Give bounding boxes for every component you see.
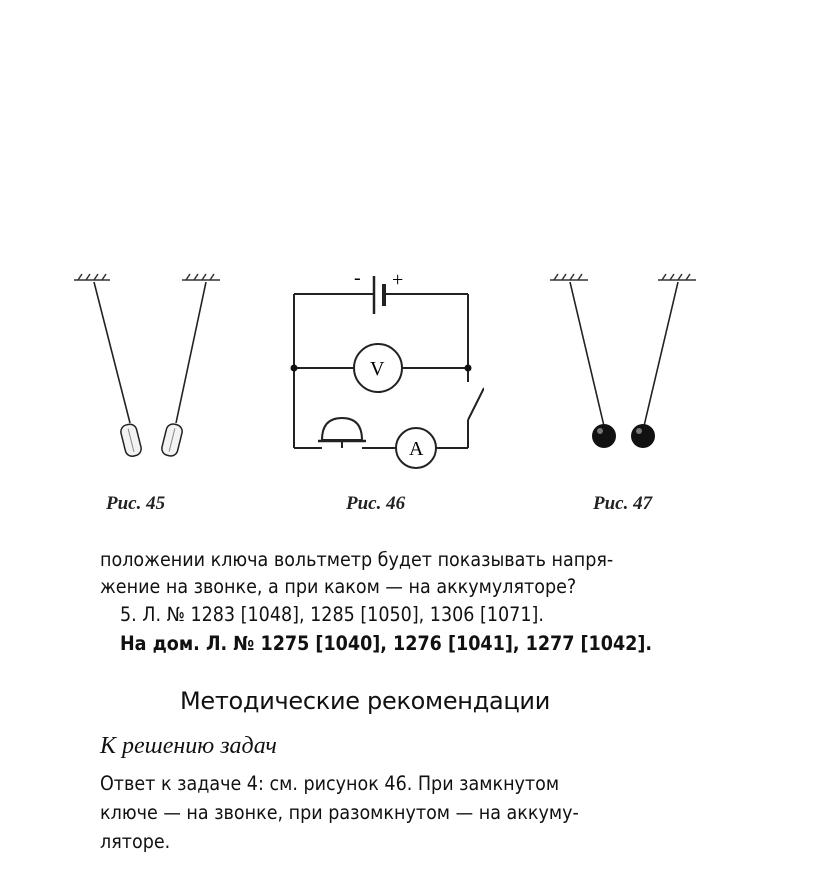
text-line-2: жение на звонке, а при каком — на аккумуляторе? xyxy=(100,575,577,598)
sleeve-left xyxy=(119,423,142,458)
figure-47-caption: Рис. 47 xyxy=(593,493,653,514)
text-line-3: 5. Л. № 1283 [1048], 1285 [1050], 1306 [1071]. xyxy=(120,603,544,626)
ceiling-left xyxy=(74,274,110,280)
sleeve-right xyxy=(160,423,183,458)
answer-line-3: ляторе. xyxy=(100,830,171,853)
answer-line-1: Ответ к задаче 4: см. рисунок 46. При замкнутом xyxy=(100,772,560,795)
battery-minus-sign: - xyxy=(354,267,361,289)
thread-right xyxy=(644,282,678,426)
ceiling-right xyxy=(658,274,696,280)
thread-right xyxy=(176,282,206,423)
thread-left xyxy=(94,282,130,423)
figure-46 xyxy=(284,258,484,473)
battery-plus-sign: + xyxy=(392,269,404,291)
homework-line: На дом. Л. № 1275 [1040], 1276 [1041], 1277 [1042]. xyxy=(120,632,653,655)
ball-left xyxy=(592,424,616,448)
ammeter-label: A xyxy=(409,438,424,460)
junction-right xyxy=(465,365,472,372)
figure-47 xyxy=(540,260,710,470)
ball-right xyxy=(631,424,655,448)
answer-line-2: ключе — на звонке, при разомкнутом — на аккуму- xyxy=(100,801,579,824)
ceiling-left xyxy=(550,274,588,280)
text-line-1: положении ключа вольтметр будет показывать напря- xyxy=(100,548,614,571)
ceiling-right xyxy=(182,274,220,280)
figure-45 xyxy=(60,260,240,470)
section-heading: Методические рекомендации xyxy=(180,687,551,715)
thread-left xyxy=(570,282,604,426)
bell xyxy=(322,418,362,440)
junction-left xyxy=(291,365,298,372)
voltmeter-label: V xyxy=(370,358,385,380)
figure-45-caption: Рис. 45 xyxy=(106,493,166,514)
figure-46-caption: Рис. 46 xyxy=(346,493,406,514)
section-subheading: К решению задач xyxy=(100,733,277,759)
